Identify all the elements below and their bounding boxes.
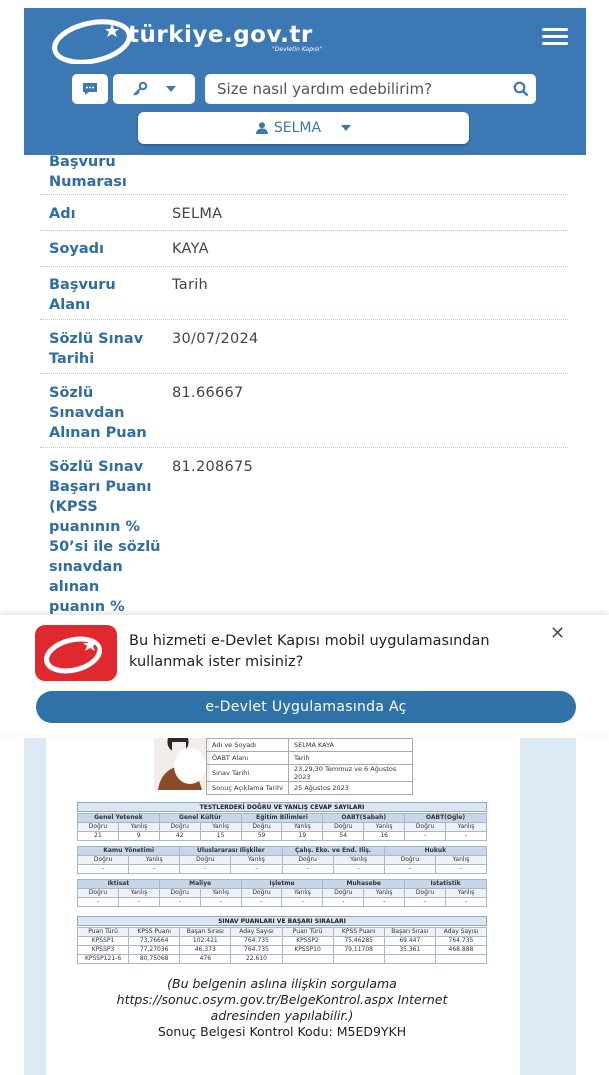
wrong-label: Yanlış — [282, 889, 323, 898]
answer-count: - — [435, 865, 486, 874]
score-cell: 764.735 — [435, 937, 486, 946]
detail-value: Tarih — [172, 277, 209, 293]
score-cell: 468.888 — [435, 946, 486, 955]
user-menu-button[interactable] — [138, 112, 469, 144]
answer-count: - — [118, 898, 159, 907]
detail-label: Başvuru Numarası — [49, 154, 127, 190]
answer-count: - — [231, 865, 282, 874]
answer-count: - — [384, 865, 435, 874]
answer-count: 15 — [200, 832, 241, 841]
answers-group-2 — [77, 846, 487, 874]
answer-count: 9 — [118, 832, 159, 841]
answer-count: - — [405, 898, 446, 907]
score-cell: KPSSP121-6 — [78, 955, 129, 964]
test-header: Genel Yetenek — [78, 814, 160, 823]
score-cell: 22.610 — [231, 955, 282, 964]
info-value: 23,29,30 Temmuz ve 6 Ağustos 2023 — [289, 765, 413, 782]
application-details — [40, 154, 568, 615]
answer-count: 42 — [159, 832, 200, 841]
detail-label: Soyadı — [49, 241, 104, 257]
answer-count: - — [364, 898, 405, 907]
answer-count: - — [159, 898, 200, 907]
correct-label: Doğru — [241, 889, 282, 898]
info-key: Sonuç Açıklama Tarihi — [207, 782, 289, 795]
caret-down-icon — [166, 86, 176, 92]
candidate-photo — [154, 738, 210, 790]
detail-label: Sözlü Sınav Tarihi — [49, 331, 144, 367]
score-cell: 80,75068 — [129, 955, 180, 964]
scores-row — [78, 955, 487, 964]
correct-label: Doğru — [78, 856, 129, 865]
test-header: Kamu Yönetimi — [78, 847, 180, 856]
wrong-label: Yanlış — [282, 823, 323, 832]
test-header: İstatistik — [405, 880, 487, 889]
info-value: 25 Ağustos 2023 — [289, 782, 413, 795]
scores-header-cell: Puan Türü — [78, 928, 129, 937]
detail-label: Sözlü Sınav Başarı Puanı (KPSS puanının % 50’si ile sözlü sınavdan alınan puanın % — [49, 459, 161, 615]
test-header: Çalış. Eko. ve End. İliş. — [282, 847, 384, 856]
wrong-label: Yanlış — [364, 889, 405, 898]
detail-value — [172, 155, 568, 194]
answer-count: 54 — [323, 832, 364, 841]
info-key: Adı ve Soyadı — [207, 739, 289, 752]
test-header: İktisat — [78, 880, 160, 889]
score-cell: 764.735 — [231, 946, 282, 955]
correct-label: Doğru — [323, 823, 364, 832]
scores-header-cell: Aday Sayısı — [231, 928, 282, 937]
test-header: Muhasebe — [323, 880, 405, 889]
detail-value: KAYA — [172, 241, 209, 257]
detail-row-application-field — [40, 267, 568, 320]
info-key: ÖABT Alanı — [207, 752, 289, 765]
scores-header-cell: KPSS Puanı — [129, 928, 180, 937]
detail-label: Adı — [49, 206, 76, 222]
correct-label: Doğru — [282, 856, 333, 865]
correct-label: Doğru — [78, 889, 119, 898]
close-icon[interactable]: ✕ — [550, 623, 566, 644]
detail-row-name — [40, 195, 568, 231]
scores-header-cell: Puan Türü — [282, 928, 333, 937]
test-header: Hukuk — [384, 847, 486, 856]
detail-value: 81.66667 — [172, 385, 244, 401]
correct-label: Doğru — [180, 856, 231, 865]
answers-group-1 — [77, 813, 487, 841]
answer-count: - — [282, 865, 333, 874]
correct-label: Doğru — [323, 889, 364, 898]
wrong-label: Yanlış — [231, 856, 282, 865]
detail-label: Sözlü Sınavdan Alınan Puan — [49, 385, 147, 441]
wrong-label: Yanlış — [200, 823, 241, 832]
score-cell: 75,46285 — [333, 937, 384, 946]
chat-icon — [81, 81, 99, 97]
wrong-label: Yanlış — [446, 823, 487, 832]
chat-button[interactable] — [72, 74, 108, 104]
detail-row-oral-exam-score — [40, 374, 568, 448]
detail-row-success-score — [40, 448, 568, 615]
edevlet-app-icon — [35, 625, 117, 681]
answer-count: - — [78, 898, 119, 907]
answer-count: - — [129, 865, 180, 874]
wrong-label: Yanlış — [200, 889, 241, 898]
test-header: Maliye — [159, 880, 241, 889]
test-header: İşletme — [241, 880, 323, 889]
score-cell: 69.447 — [384, 937, 435, 946]
correct-label: Doğru — [384, 856, 435, 865]
scores-section-title: SINAV PUANLARI VE BAŞARI SIRALARI — [77, 916, 487, 926]
info-value: Tarih — [289, 752, 413, 765]
test-header: Uluslararası İlişkiler — [180, 847, 282, 856]
login-key-button[interactable] — [113, 74, 195, 104]
test-header: ÖABT(Sabah) — [323, 814, 405, 823]
answer-count: - — [446, 898, 487, 907]
answer-count: 19 — [282, 832, 323, 841]
scores-header-cell: KPSS Puanı — [333, 928, 384, 937]
score-cell — [435, 955, 486, 964]
wrong-label: Yanlış — [446, 889, 487, 898]
score-cell: KPSSP1 — [78, 937, 129, 946]
site-name[interactable]: türkiye.gov.tr — [128, 22, 313, 48]
info-value: SELMA KAYA — [289, 739, 413, 752]
score-cell: KPSSP10 — [282, 946, 333, 955]
answer-count: - — [333, 865, 384, 874]
answer-count: 59 — [241, 832, 282, 841]
site-tagline: "Devletin Kapısı" — [272, 46, 323, 53]
score-cell: 73,76664 — [129, 937, 180, 946]
result-document-frame — [24, 738, 576, 1075]
verification-note: (Bu belgenin aslına ilişkin sorgulama https://sonuc.osym.gov.tr/BelgeKontrol.aspx Internet adresinden yapılabilir.) — [116, 976, 448, 1023]
answer-count: - — [323, 898, 364, 907]
answer-count: - — [405, 832, 446, 841]
answer-count: 21 — [78, 832, 119, 841]
score-cell: KPSSP3 — [78, 946, 129, 955]
scores-row — [78, 946, 487, 955]
scores-header-cell: Başarı Sırası — [384, 928, 435, 937]
detail-value: SELMA — [172, 206, 223, 222]
key-icon — [132, 81, 148, 97]
scores-header-cell: Aday Sayısı — [435, 928, 486, 937]
user-icon — [256, 122, 268, 134]
answer-count: - — [200, 898, 241, 907]
open-in-app-button[interactable]: e-Devlet Uygulamasında Aç — [36, 691, 576, 723]
user-name: SELMA — [273, 120, 322, 136]
score-cell: 35.361 — [384, 946, 435, 955]
turkiye-gov-logo-icon[interactable] — [50, 18, 140, 64]
detail-label: Başvuru Alanı — [49, 277, 116, 313]
scores-table — [77, 927, 487, 964]
test-header: Genel Kültür — [159, 814, 241, 823]
correct-label: Doğru — [241, 823, 282, 832]
score-cell: 476 — [180, 955, 231, 964]
wrong-label: Yanlış — [129, 856, 180, 865]
caret-down-icon — [341, 125, 351, 131]
score-cell: 46.373 — [180, 946, 231, 955]
result-document — [46, 738, 520, 1075]
wrong-label: Yanlış — [333, 856, 384, 865]
score-cell — [282, 955, 333, 964]
info-key: Sınav Tarihi — [207, 765, 289, 782]
score-cell: 102.421 — [180, 937, 231, 946]
answer-count: - — [78, 865, 129, 874]
app-promo-banner — [0, 615, 609, 735]
answer-count: - — [446, 832, 487, 841]
detail-row-oral-exam-date — [40, 320, 568, 374]
answer-count: - — [282, 898, 323, 907]
correct-label: Doğru — [405, 823, 446, 832]
correct-label: Doğru — [159, 889, 200, 898]
wrong-label: Yanlış — [118, 889, 159, 898]
search-placeholder: Size nasıl yardım edebilirim? — [217, 80, 433, 98]
banner-message: Bu hizmeti e-Devlet Kapısı mobil uygulamasından kullanmak ister misiniz? — [129, 633, 490, 670]
correct-label: Doğru — [159, 823, 200, 832]
verification-code: Sonuç Belgesi Kontrol Kodu: M5ED9YKH — [157, 1024, 407, 1039]
correct-label: Doğru — [405, 889, 446, 898]
detail-row-surname — [40, 231, 568, 267]
score-cell: 79,11708 — [333, 946, 384, 955]
score-cell: 77,27036 — [129, 946, 180, 955]
detail-value: 30/07/2024 — [172, 331, 259, 347]
search-input[interactable] — [205, 74, 536, 104]
answers-section-title: TESTLERDEKİ DOĞRU VE YANLIŞ CEVAP SAYILARI — [77, 802, 487, 812]
detail-row-application-number — [40, 155, 568, 195]
correct-label: Doğru — [78, 823, 119, 832]
score-cell — [384, 955, 435, 964]
answer-count: - — [241, 898, 282, 907]
answer-count: - — [180, 865, 231, 874]
scores-row — [78, 937, 487, 946]
search-icon[interactable] — [506, 81, 536, 97]
wrong-label: Yanlış — [118, 823, 159, 832]
answer-count: 16 — [364, 832, 405, 841]
test-header: ÖABT(Öğle) — [405, 814, 487, 823]
candidate-info-table — [206, 738, 413, 795]
detail-value: 81.208675 — [172, 459, 254, 475]
score-cell — [333, 955, 384, 964]
wrong-label: Yanlış — [435, 856, 486, 865]
score-cell: KPSSP2 — [282, 937, 333, 946]
wrong-label: Yanlış — [364, 823, 405, 832]
scores-header-cell: Başarı Sırası — [180, 928, 231, 937]
score-cell: 764.735 — [231, 937, 282, 946]
test-header: Eğitim Bilimleri — [241, 814, 323, 823]
answers-group-3 — [77, 879, 487, 907]
site-header — [24, 8, 586, 155]
hamburger-menu-icon[interactable] — [542, 28, 568, 46]
